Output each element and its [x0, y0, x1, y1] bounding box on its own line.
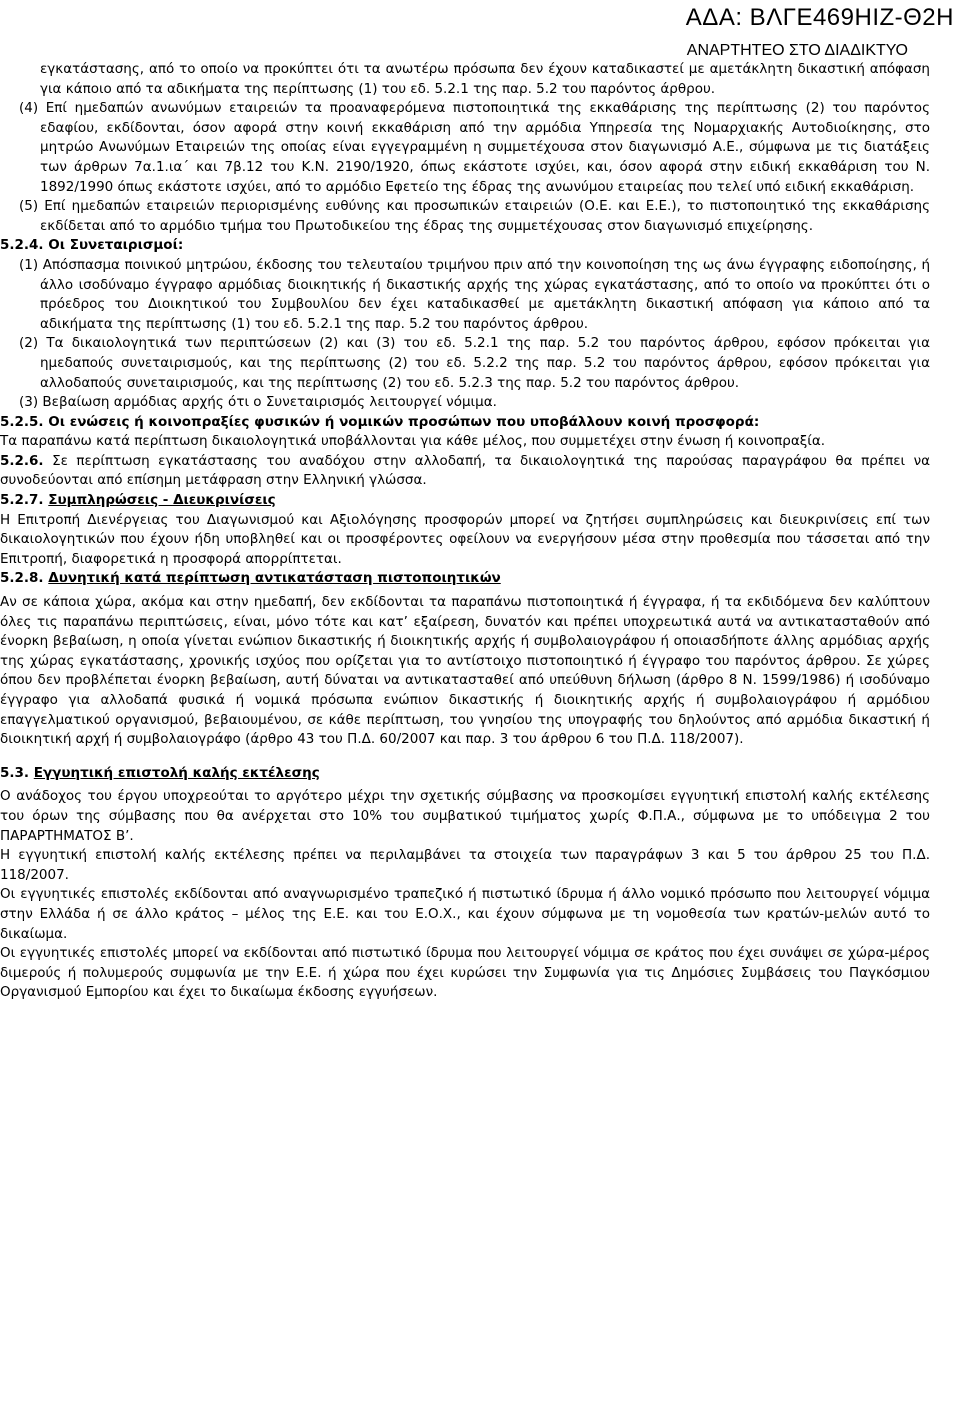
item-4-sa-liquidation: (4) Επί ημεδαπών ανωνύμων εταιρειών τα προαναφερόμενα πιστοποιητικά της εκκαθάρισης της περίπτωσης (2) του παρόντος εδαφίου, εκδίδονται, όσον αφορά στην κοινή εκκαθάριση από την αρμόδια Υπηρεσία της Νομαρχιακής Αυτοδιοίκησης, στο μητρώο Ανωνύμων Εταιρειών της οποίας είναι εγγεγραμμένη η συμμετέχουσα στον διαγωνισμό Α.Ε., σύμφωνα με τις διατάξεις των άρθρων 7α.1.ια΄ και 7β.12 του Κ.Ν. 2190/1920, όπως εκάστοτε ισχύει, και, όσον αφορά στην ειδική εκκαθάριση του Ν. 1892/1990 όπως εκάστοτε ισχύει, από το αρμόδιο Εφετείο της έδρας της ανωνύμου εταιρείας που τελεί υπό ειδική εκκαθάριση.	[19, 100, 930, 195]
section-5-2-8-text: Αν σε κάποια χώρα, ακόμα και στην ημεδαπή, δεν εκδίδονται τα παραπάνω πιστοποιητικά ή έγγραφα, ή τα εκδιδόμενα δεν καλύπτουν όλες τις παραπάνω περιπτώσεις, είναι, μόνο τότε και κατ’ εξαίρεση, δυνατόν και πρέπει υποχρεωτικά αυτά να αντικατασταθούν από ένορκη βεβαίωση, η οποία γίνεται ενώπιον δικαστικής ή διοικητικής αρχής ή συμβολαιογράφου ή οποιασδήποτε άλλης αρμόδιας αρχής της χώρας εγκατάστασης, χρονικής ισχύος που ορίζεται για το αντίστοιχο πιστοποιητικό ή έγγραφο του παρόντος άρθρου. Σε χώρες όπου δεν προβλέπεται ένορκη βεβαίωση, αυτή δύναται να αντικατασταθεί από υπεύθυνη δήλωση (άρθρο 8 Ν. 1599/1986) ή ισοδύναμο έγγραφο για αλλοδαπά φυσικά ή νομικά πρόσωπα ενώπιον δικαστικής ή διοικητικής αρχής ή συμβολαιογράφου ή αρμόδιου επαγγελματικού οργανισμού, βεβαιουμένου, σε κάθε περίπτωση, του γνησίου της υπογραφής του δηλούντος από αρμόδια δικαστική ή διοικητική αρχή ή συμβολαιογράφο (άρθρο 43 του Π.Δ. 60/2007 και παρ. 3 του άρθρου 6 του Π.Δ. 118/2007).	[0, 594, 930, 748]
cooperative-item-3: (3) Βεβαίωση αρμόδιας αρχής ότι ο Συνεταιρισμός λειτουργεί νόμιμα.	[19, 394, 497, 411]
section-title: Οι Συνεταιρισμοί:	[48, 237, 184, 254]
section-number: 5.2.6.	[0, 452, 44, 469]
section-number: 5.2.7.	[0, 492, 44, 509]
document-body	[0, 60, 930, 1003]
section-5-2-7-text: Η Επιτροπή Διενέργειας του Διαγωνισμού και Αξιολόγησης προσφορών μπορεί να ζητήσει συμπληρώσεις και διευκρινίσεις επί των δικαιολογητικών που έχουν ήδη υποβληθεί και οι προσφέροντες οφείλουν να ενεργήσουν μέσα στην προθεσμία που τάσσεται από την Επιτροπή, διαφορετικά η προσφορά απορρίπτεται.	[0, 511, 930, 567]
section-5-2-5-text: Τα παραπάνω κατά περίπτωση δικαιολογητικά υποβάλλονται για κάθε μέλος, που συμμετέχει στην ένωση ή κοινοπραξία.	[0, 433, 826, 450]
section-5-2-5-heading	[0, 413, 930, 433]
section-5-2-8-heading	[0, 569, 930, 589]
section-title: Δυνητική κατά περίπτωση αντικατάσταση πιστοποιητικών	[48, 570, 501, 587]
cooperative-item-1: (1) Απόσπασμα ποινικού μητρώου, έκδοσης του τελευταίου τριμήνου πριν από την κοινοποίηση της ως άνω έγγραφης ειδοποίησης, ή άλλο ισοδύναμο έγγραφο αρμόδιας διοικητικής ή δικαστικής αρχής της χώρας εγκατάστασης, από το οποίο να προκύπτει ότι ο πρόεδρος του Διοικητικού του Συμβουλίου δεν έχει καταδικασθεί με αμετάκλητη δικαστική απόφαση για κάποιο από τα αδικήματα της περίπτωσης (1) του εδ. 5.2.1 της παρ. 5.2 του παρόντος άρθρου.	[19, 256, 930, 332]
section-5-3-paragraph-1: Ο ανάδοχος του έργου υποχρεούται το αργότερο μέχρι την σχετικής σύμβασης να προσκομίσει εγγυητική επιστολή καλής εκτέλεσης του όρων της σύμβασης που θα ανέρχεται στο 10% του συμβατικού τιμήματος χωρίς Φ.Π.Α., σύμφωνα με το υπόδειγμα 2 του ΠΑΡΑΡΤΗΜΑΤΟΣ Β’.	[0, 788, 930, 844]
section-title: Συμπληρώσεις - Διευκρινίσεις	[48, 492, 276, 509]
section-title: Οι ενώσεις ή κοινοπραξίες φυσικών ή νομικών προσώπων που υποβάλλουν κοινή προσφορά:	[48, 413, 760, 430]
section-number: 5.3.	[0, 764, 30, 781]
section-5-3-heading	[0, 764, 930, 784]
section-5-3-paragraph-2: Η εγγυητική επιστολή καλής εκτέλεσης πρέπει να περιλαμβάνει τα στοιχεία των παραγράφων 3 και 5 του άρθρου 25 του Π.Δ. 118/2007.	[0, 847, 930, 883]
section-number: 5.2.4.	[0, 237, 44, 254]
cooperative-item-2: (2) Τα δικαιολογητικά των περιπτώσεων (2) και (3) του εδ. 5.2.1 της παρ. 5.2 του παρόντος άρθρου, εφόσον πρόκειται για ημεδαπούς συνεταιρισμούς, και της περίπτωσης (2) του εδ. 5.2.2 της παρ. 5.2 του παρόντος άρθρου, εφόσον πρόκειται για αλλοδαπούς συνεταιρισμούς, και της περίπτωσης (2) του εδ. 5.2.3 της παρ. 5.2 του παρόντος άρθρου.	[19, 335, 930, 391]
section-number: 5.2.5.	[0, 413, 44, 430]
section-5-3-paragraph-4: Οι εγγυητικές επιστολές μπορεί να εκδίδονται από πιστωτικό ίδρυμα που λειτουργεί νόμιμα σε κράτος που έχει συνάψει σε χώρα-μέρος διμερούς ή πολυμερούς συμφωνία με την Ε.Ε. ή χώρα που έχει κυρώσει την Συμφωνία για τις Δημόσιες Συμβάσεις του Παγκόσμιου Οργανισμού Εμπορίου και έχει το δικαίωμα έκδοσης εγγυήσεων.	[0, 945, 930, 1001]
section-5-2-6	[0, 452, 930, 491]
ada-header: ΑΔΑ: ΒΛΓΕ469ΗΙΖ-Θ2Η	[685, 4, 954, 31]
item-5-ltd-liquidation: (5) Επί ημεδαπών εταιρειών περιορισμένης ευθύνης και προσωπικών εταιρειών (Ο.Ε. και Ε.Ε.), το πιστοποιητικό της εκκαθάρισης εκδίδεται από το αρμόδιο τμήμα του Πρωτοδικείου της έδρας της συμμετέχουσας στον διαγωνισμό επιχείρησης.	[19, 198, 930, 234]
section-number: 5.2.8.	[0, 570, 44, 587]
section-title: Εγγυητική επιστολή καλής εκτέλεσης	[33, 764, 320, 781]
section-5-2-4-heading	[0, 236, 930, 256]
section-5-3-paragraph-3: Οι εγγυητικές επιστολές εκδίδονται από αναγνωρισμένο τραπεζικό ή πιστωτικό ίδρυμα ή άλλο νομικό πρόσωπο που λειτουργεί νόμιμα στην Ελλάδα ή σε άλλο κράτος – μέλος της Ε.Ε. και του Ε.Ο.Χ., και έχουν σύμφωνα με τη νομοθεσία των κρατών-μελών αυτό το δικαίωμα.	[0, 886, 930, 942]
section-text: Σε περίπτωση εγκατάστασης του αναδόχου στην αλλοδαπή, τα δικαιολογητικά της παρούσας παραγράφου θα πρέπει να συνοδεύονται από επίσημη μετάφραση στην Ελληνική γλώσσα.	[0, 452, 931, 489]
section-5-2-7-heading	[0, 491, 930, 511]
paragraph-continuation: εγκατάστασης, από το οποίο να προκύπτει ότι τα ανωτέρω πρόσωπα δεν έχουν καταδικαστεί με αμετάκλητη δικαστική απόφαση για κάποιο από τα αδικήματα της περίπτωσης (1) του εδ. 5.2.1 της παρ. 5.2 του παρόντος άρθρου.	[40, 61, 930, 97]
posted-online-header: ΑΝΑΡΤΗΤΕΟ ΣΤΟ ΔΙΑΔΙΚΤΥΟ	[686, 42, 908, 59]
